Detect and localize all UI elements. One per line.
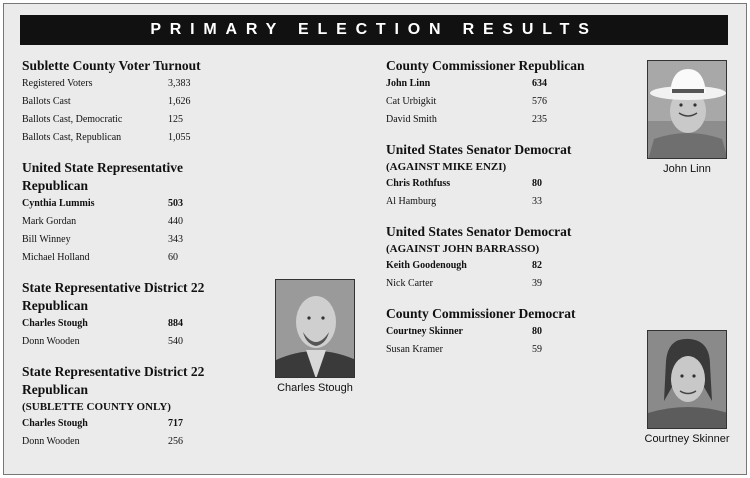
candidate-name: Donn Wooden bbox=[22, 436, 80, 447]
candidate-name: Nick Carter bbox=[386, 278, 433, 289]
vote-count: 884 bbox=[168, 318, 183, 329]
result-row bbox=[22, 93, 252, 111]
candidate-name: Michael Holland bbox=[22, 252, 90, 263]
race-title: United State Representative Republican bbox=[22, 160, 183, 193]
candidate-name: Ballots Cast bbox=[22, 96, 71, 107]
candidate-name: Mark Gordan bbox=[22, 216, 77, 227]
race-subtitle: (SUBLETTE COUNTY ONLY) bbox=[22, 401, 171, 413]
vote-count: 235 bbox=[532, 114, 547, 125]
race-title: United States Senator Democrat bbox=[386, 142, 572, 157]
result-row bbox=[386, 341, 626, 359]
candidate-name: Donn Wooden bbox=[22, 336, 80, 347]
vote-count: 80 bbox=[532, 326, 542, 337]
race-title: Republican bbox=[22, 382, 89, 397]
courtney-skinner-photo bbox=[647, 330, 727, 429]
candidate-name: Susan Kramer bbox=[386, 344, 443, 355]
result-row bbox=[22, 249, 252, 267]
candidate-name: Cynthia Lummis bbox=[22, 198, 95, 209]
vote-count: 59 bbox=[532, 344, 542, 355]
vote-count: 717 bbox=[168, 418, 183, 429]
candidate-name: Keith Goodenough bbox=[386, 260, 467, 271]
race-section bbox=[22, 363, 252, 451]
result-row bbox=[22, 415, 252, 433]
candidate-name: Ballots Cast, Republican bbox=[22, 132, 122, 143]
vote-count: 1,626 bbox=[168, 96, 191, 107]
vote-count: 60 bbox=[168, 252, 178, 263]
result-row bbox=[22, 433, 252, 451]
vote-count: 576 bbox=[532, 96, 547, 107]
race-section bbox=[386, 305, 626, 359]
right-column bbox=[386, 57, 626, 371]
result-row bbox=[22, 129, 252, 147]
result-row bbox=[386, 75, 626, 93]
race-subtitle: (AGAINST JOHN BARRASSO) bbox=[386, 243, 540, 255]
result-row bbox=[22, 213, 252, 231]
vote-count: 1,055 bbox=[168, 132, 191, 143]
vote-count: 80 bbox=[532, 178, 542, 189]
john-linn-photo bbox=[647, 60, 727, 159]
result-row bbox=[386, 175, 626, 193]
result-row bbox=[386, 193, 626, 211]
candidate-name: John Linn bbox=[386, 78, 431, 89]
candidate-name: Charles Stough bbox=[22, 418, 88, 429]
vote-count: 82 bbox=[532, 260, 542, 271]
vote-count: 503 bbox=[168, 198, 183, 209]
candidate-name: Al Hamburg bbox=[386, 196, 437, 207]
john-linn-caption: John Linn bbox=[663, 163, 711, 175]
result-row bbox=[22, 75, 252, 93]
race-section bbox=[386, 141, 626, 211]
vote-count: 33 bbox=[532, 196, 542, 207]
race-title: County Commissioner Republican bbox=[386, 58, 585, 73]
race-title: State Representative District 22 bbox=[22, 364, 205, 379]
race-title: State Representative District 22 bbox=[22, 280, 205, 295]
result-row bbox=[22, 231, 252, 249]
race-title: United States Senator Democrat bbox=[386, 224, 572, 239]
vote-count: 3,383 bbox=[168, 78, 191, 89]
race-title: County Commissioner Democrat bbox=[386, 306, 576, 321]
result-row bbox=[22, 315, 252, 333]
candidate-name: Bill Winney bbox=[22, 234, 71, 245]
vote-count: 256 bbox=[168, 436, 183, 447]
candidate-name: Charles Stough bbox=[22, 318, 88, 329]
race-section bbox=[386, 57, 626, 129]
result-row bbox=[22, 111, 252, 129]
vote-count: 39 bbox=[532, 278, 542, 289]
race-title: Sublette County Voter Turnout bbox=[22, 58, 201, 73]
candidate-name: David Smith bbox=[386, 114, 437, 125]
race-title: Republican bbox=[22, 298, 89, 313]
race-section bbox=[386, 223, 626, 293]
race-subtitle: (AGAINST MIKE ENZI) bbox=[386, 161, 507, 173]
result-row bbox=[386, 93, 626, 111]
vote-count: 540 bbox=[168, 336, 183, 347]
race-section bbox=[22, 159, 252, 267]
candidate-name: Ballots Cast, Democratic bbox=[22, 114, 123, 125]
page-title: PRIMARY ELECTION RESULTS bbox=[20, 15, 728, 45]
race-section bbox=[22, 57, 252, 147]
candidate-name: Cat Urbigkit bbox=[386, 96, 437, 107]
result-row bbox=[386, 111, 626, 129]
result-row bbox=[386, 257, 626, 275]
candidate-name: Chris Rothfuss bbox=[386, 178, 451, 189]
result-row bbox=[386, 323, 626, 341]
candidate-name: Courtney Skinner bbox=[386, 326, 463, 337]
courtney-skinner-caption: Courtney Skinner bbox=[644, 433, 730, 445]
result-row bbox=[22, 195, 252, 213]
charles-stough-caption: Charles Stough bbox=[277, 382, 353, 394]
vote-count: 440 bbox=[168, 216, 183, 227]
left-column bbox=[22, 57, 252, 463]
vote-count: 125 bbox=[168, 114, 183, 125]
charles-stough-photo bbox=[275, 279, 355, 378]
result-row bbox=[22, 333, 252, 351]
vote-count: 343 bbox=[168, 234, 183, 245]
race-section bbox=[22, 279, 252, 351]
vote-count: 634 bbox=[532, 78, 547, 89]
result-row bbox=[386, 275, 626, 293]
candidate-name: Registered Voters bbox=[22, 78, 93, 89]
